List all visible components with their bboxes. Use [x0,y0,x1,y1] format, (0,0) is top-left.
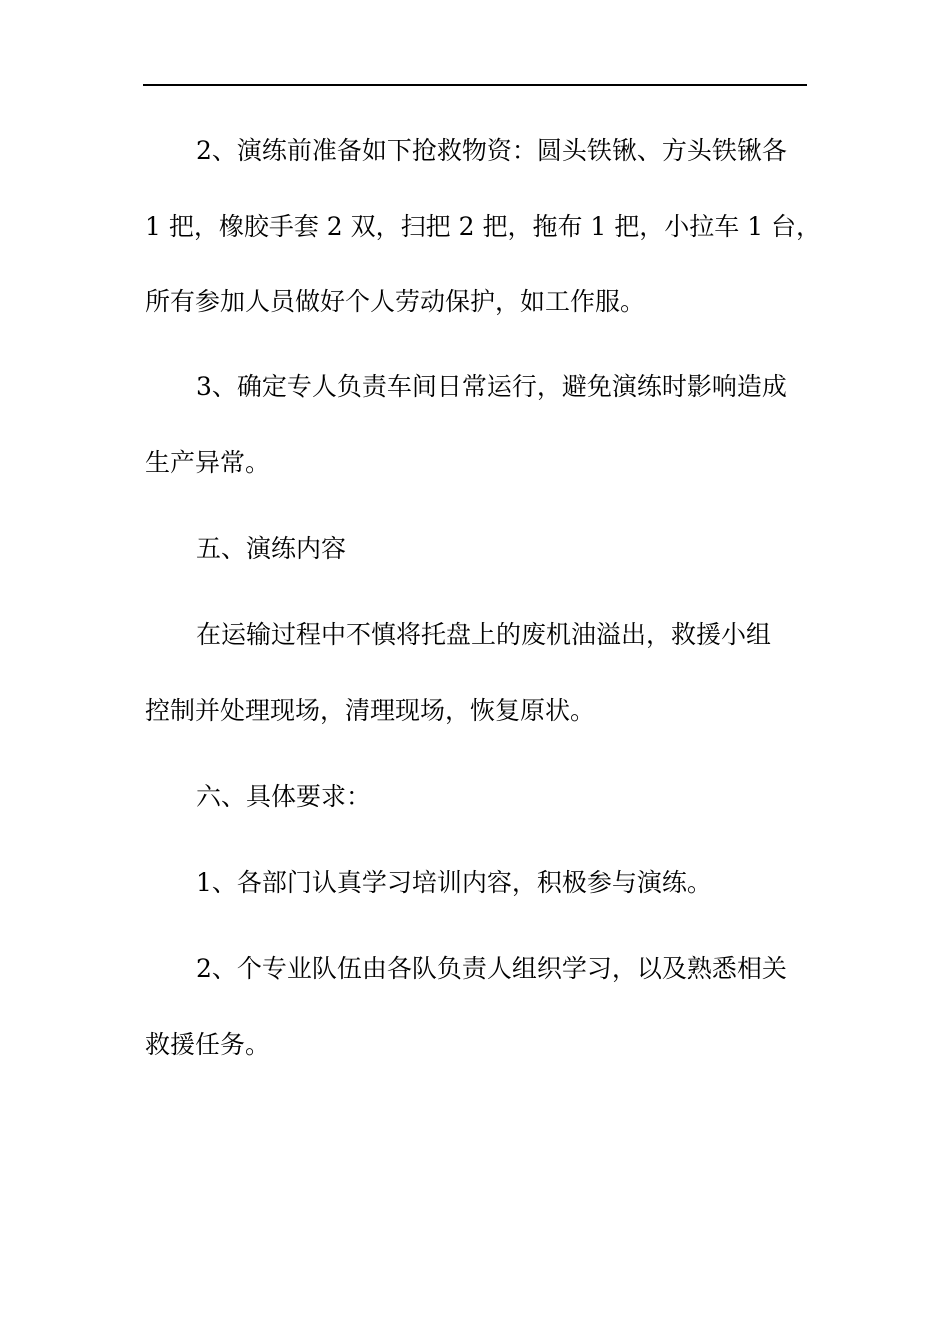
section-heading: 五、演练内容 [196,534,347,563]
paragraph-line: 救援任务。 [145,1030,271,1059]
header-rule [143,84,807,86]
paragraph-line: 1、各部门认真学习培训内容，积极参与演练。 [196,868,712,897]
paragraph-line: 生产异常。 [145,448,271,477]
paragraph-line: 2、个专业队伍由各队负责人组织学习，以及熟悉相关 [196,954,787,983]
paragraph-line: 控制并处理现场，清理现场，恢复原状。 [145,696,596,725]
paragraph-line: 3、确定专人负责车间日常运行，避免演练时影响造成 [196,372,787,401]
section-heading: 六、具体要求： [196,782,372,811]
paragraph-line: 1 把，橡胶手套 2 双，扫把 2 把，拖布 1 把，小拉车 1 台， [145,212,822,241]
paragraph-line: 所有参加人员做好个人劳动保护，如工作服。 [145,287,646,316]
paragraph-line: 2、演练前准备如下抢救物资：圆头铁锹、方头铁锹各 [196,136,787,165]
paragraph-line: 在运输过程中不慎将托盘上的废机油溢出，救援小组 [196,620,772,649]
